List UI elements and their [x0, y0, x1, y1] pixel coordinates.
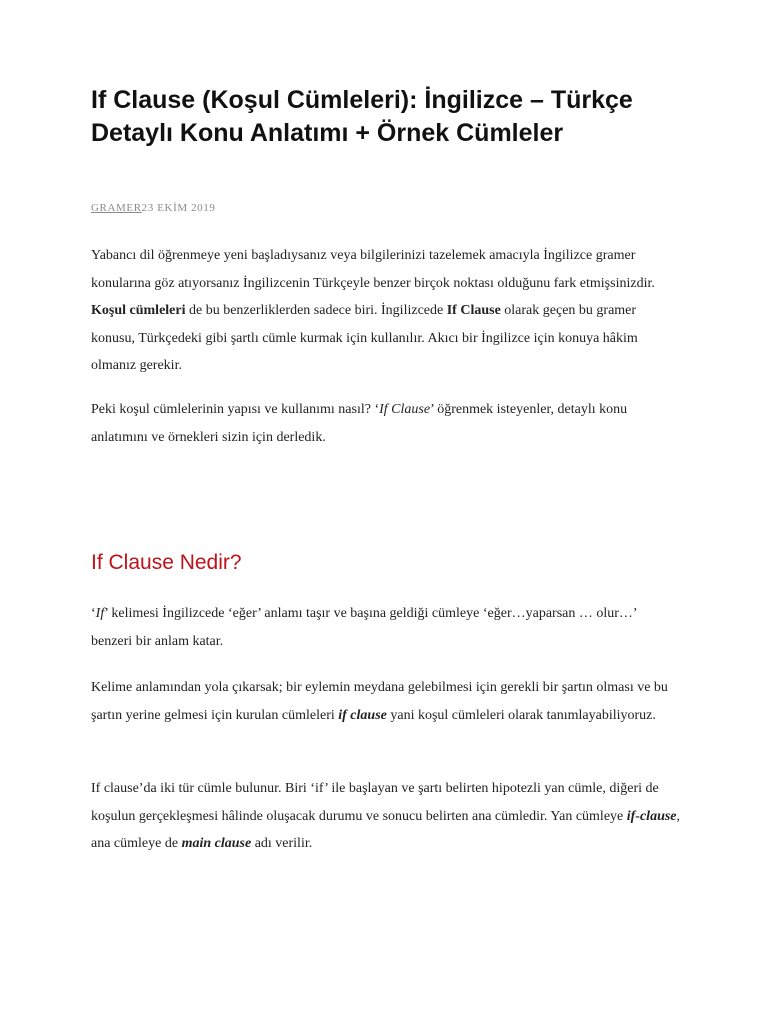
text-run: de bu benzerliklerden sadece biri. İngilizcede	[185, 303, 447, 318]
section-paragraph-1	[91, 600, 681, 655]
bold-term: If Clause	[446, 303, 501, 318]
article-meta	[91, 202, 215, 214]
italic-term: If	[95, 606, 105, 621]
text-run: yani koşul cümleleri olarak tanımlayabiliyoruz.	[386, 707, 656, 723]
text-run: Yabancı dil öğrenmeye yeni başladıysanız veya bilgilerinizi tazelemek amacıyla İngilizce gramer konularına göz atıyorsanız İngilizcenin Türkçeyle benzer birçok noktası olduğunu fark etmişsinizdir.	[91, 248, 655, 291]
section-heading: If Clause Nedir?	[91, 551, 242, 574]
intro-paragraph-1	[91, 242, 681, 380]
article-title: If Clause (Koşul Cümleleri): İngilizce – Türkçe Detaylı Konu Anlatımı + Örnek Cümleler	[91, 86, 633, 147]
text-run: olarak geçen bu gramer konusu, Türkçedeki gibi şartlı cümle kurmak için kullanılır. Akıcı bir İngilizce için konuya hâkim olmanız gerekir.	[91, 303, 638, 373]
text-run: , ana cümleye de	[91, 808, 681, 851]
section-paragraph-2	[91, 674, 681, 729]
bold-term: Koşul cümleleri	[91, 303, 186, 318]
text-run: If clause’da iki tür cümle bulunur. Biri ‘if’ ile başlayan ve şartı belirten hipotezli yan cümle, diğeri de koşulun gerçekleşmesi hâlinde oluşacak durumu ve sonucu belirten ana cümledir. Yan cümleye	[91, 781, 659, 824]
text-run: Peki koşul cümlelerinin yapısı ve kullanımı nasıl? ‘	[91, 402, 380, 417]
bold-italic-term: if clause	[338, 707, 387, 723]
category-link[interactable]: GRAMER	[91, 202, 142, 214]
text-run: ’ kelimesi İngilizcede ‘eğer’ anlamı taşır ve başına geldiği cümleye ‘eğer…yaparsan … olur…’ benzeri bir anlam katar.	[91, 606, 637, 649]
text-run: ‘	[91, 606, 96, 621]
text-run: ’ öğrenmek isteyenler, detaylı konu anlatımını ve örnekleri sizin için derledik.	[91, 402, 628, 445]
intro-paragraph-2	[91, 396, 681, 451]
publish-date: 23 EKİM 2019	[141, 202, 216, 214]
section-paragraph-3	[91, 775, 681, 858]
text-run: adı verilir.	[251, 836, 313, 851]
bold-italic-term: if-clause	[626, 808, 677, 824]
italic-term: If Clause	[379, 402, 431, 417]
bold-italic-term: main clause	[181, 836, 252, 851]
text-run: Kelime anlamından yola çıkarsak; bir eylemin meydana gelebilmesi için gerekli bir şartın olması ve bu şartın yerine gelmesi için kurulan cümleleri	[91, 680, 668, 723]
